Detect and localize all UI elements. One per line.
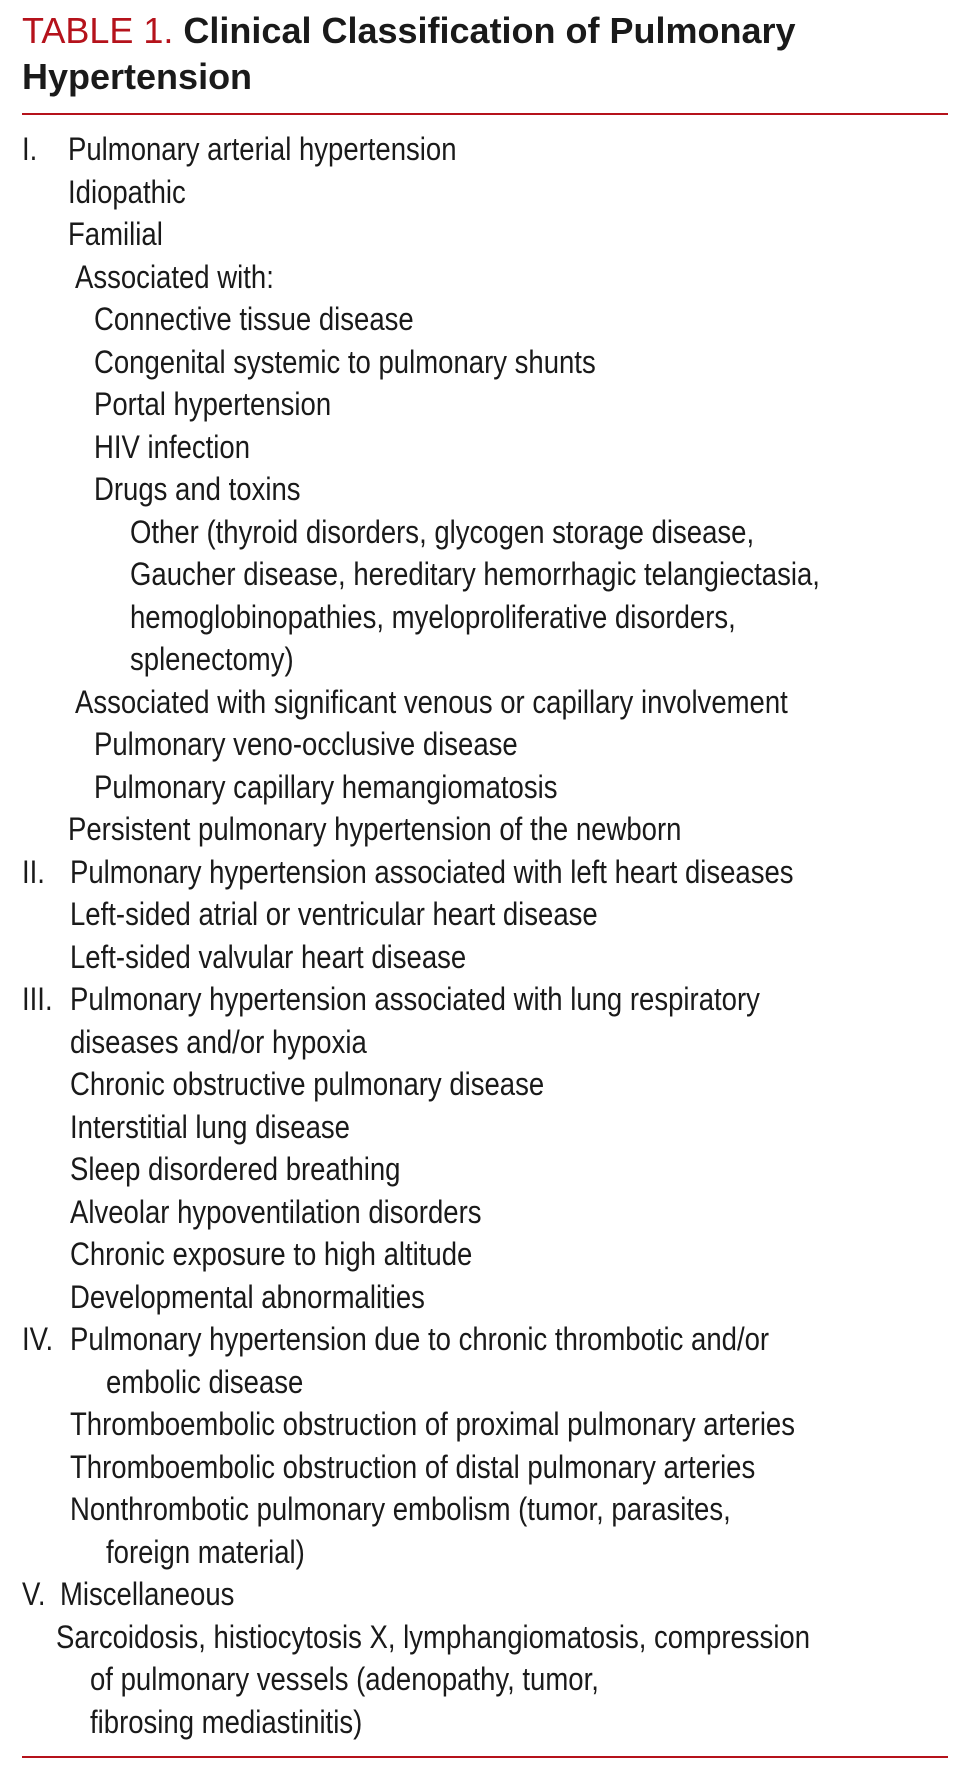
list-item: Left-sided atrial or ventricular heart disease — [70, 896, 598, 932]
table-heading-line2: Hypertension — [22, 56, 253, 97]
list-item: III. Pulmonary hypertension associated with lung respiratory — [0, 978, 963, 1021]
list-item: Other (thyroid disorders, glycogen storage disease, — [130, 513, 755, 550]
list-item: diseases and/or hypoxia — [70, 1023, 367, 1060]
list-item: Associated with significant venous or capillary involvement — [75, 683, 788, 720]
list-item: Portal hypertension — [94, 386, 332, 422]
list-item: Idiopathic — [68, 173, 186, 210]
list-item: Sarcoidosis, histiocytosis X, lymphangiomatosis, compression — [56, 1618, 811, 1655]
roman-numeral: IV. — [22, 1321, 54, 1357]
list-item: Sleep disordered breathing — [70, 1151, 401, 1187]
list-item: Chronic exposure to high altitude — [70, 1236, 473, 1272]
list-item: IV. Pulmonary hypertension due to chronic thrombotic and/or — [0, 1318, 963, 1361]
list-item: Chronic obstructive pulmonary disease — [70, 1066, 545, 1102]
roman-numeral: III. — [22, 981, 53, 1017]
table-title — [22, 8, 942, 100]
list-item: Associated with: — [75, 258, 274, 295]
list-item: Pulmonary capillary hemangiomatosis — [94, 768, 558, 805]
list-item: Gaucher disease, hereditary hemorrhagic telangiectasia, — [130, 556, 820, 592]
list-item: Interstitial lung disease — [70, 1108, 350, 1145]
list-item: Developmental abnormalities — [70, 1278, 425, 1315]
list-item: of pulmonary vessels (adenopathy, tumor, — [90, 1661, 599, 1697]
list-item: Congenital systemic to pulmonary shunts — [94, 343, 596, 380]
list-item: II. Pulmonary hypertension associated with left heart diseases — [0, 851, 963, 894]
list-item: Alveolar hypoventilation disorders — [70, 1193, 482, 1230]
list-item: Nonthrombotic pulmonary embolism (tumor, parasites, — [70, 1491, 731, 1527]
list-item: Drugs and toxins — [94, 471, 301, 507]
table-label: TABLE 1. — [22, 10, 174, 51]
bottom-rule — [22, 1756, 948, 1758]
table-heading-line1: Clinical Classification of Pulmonary — [183, 10, 796, 51]
list-item: Thromboembolic obstruction of proximal pulmonary arteries — [70, 1406, 795, 1442]
list-item: HIV infection — [94, 428, 251, 465]
list-item: I. Pulmonary arterial hypertension — [0, 128, 963, 171]
roman-numeral: II. — [22, 853, 45, 890]
list-item: Left-sided valvular heart disease — [70, 938, 467, 975]
list-item: Familial — [68, 216, 163, 252]
classification-list — [0, 128, 963, 1743]
list-item: foreign material) — [106, 1533, 305, 1570]
list-item: Pulmonary veno-occlusive disease — [94, 726, 518, 762]
list-item: V. Miscellaneous — [0, 1573, 963, 1616]
roman-numeral: I. — [22, 131, 38, 167]
roman-numeral: V. — [22, 1576, 46, 1612]
list-item: embolic disease — [106, 1363, 304, 1400]
list-item: splenectomy) — [130, 641, 294, 677]
list-item: fibrosing mediastinitis) — [90, 1703, 363, 1740]
top-rule — [22, 113, 948, 115]
list-item: Persistent pulmonary hypertension of the newborn — [68, 811, 682, 847]
list-item: Connective tissue disease — [94, 301, 414, 337]
list-item: Thromboembolic obstruction of distal pulmonary arteries — [70, 1448, 756, 1485]
list-item: hemoglobinopathies, myeloproliferative disorders, — [130, 598, 736, 635]
